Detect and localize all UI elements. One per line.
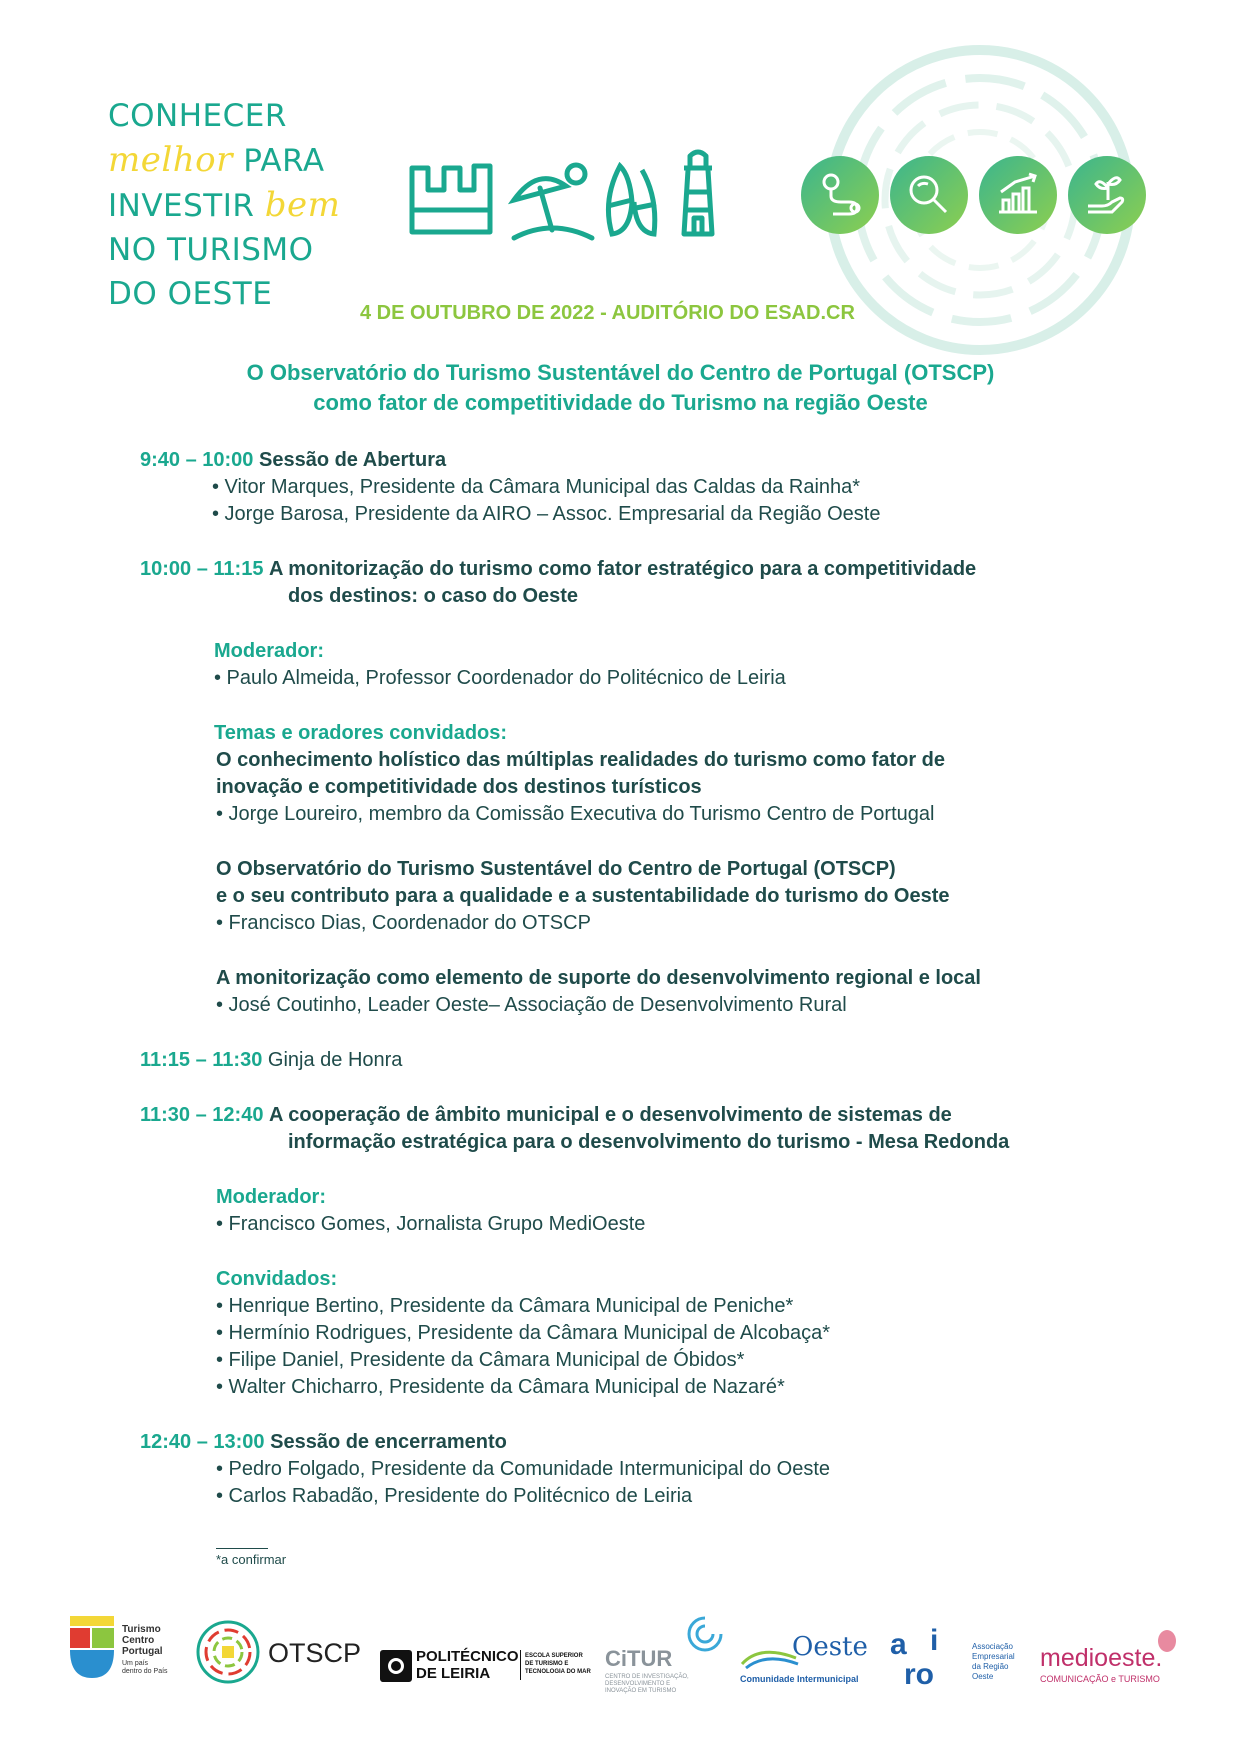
- theme-title: O conhecimento holístico das múltiplas realidades do turismo como fator de: [216, 749, 946, 771]
- guests-label: Convidados:: [216, 1268, 338, 1290]
- footnote-divider: [216, 1548, 268, 1549]
- session-title: Sessão de Abertura: [258, 449, 447, 471]
- speaker-item: • Francisco Gomes, Jornalista Grupo MediOeste: [216, 1213, 646, 1235]
- surfboards-icon: [600, 162, 662, 238]
- speaker-item: • Jorge Barosa, Presidente da AIRO – Assoc. Empresarial da Região Oeste: [212, 503, 881, 525]
- session-round-table: [140, 1102, 952, 1129]
- moderator-label: Moderador:: [216, 1186, 326, 1208]
- title-line-5: DO OESTE: [108, 276, 273, 312]
- speaker-item: • Francisco Dias, Coordenador do OTSCP: [216, 912, 591, 934]
- theme-title: A monitorização como elemento de suporte do desenvolvimento regional e local: [216, 967, 981, 989]
- citur-swirl-icon: [683, 1612, 727, 1656]
- theme-title: O Observatório do Turismo Sustentável do Centro de Portugal (OTSCP): [216, 858, 896, 880]
- themes-label: Temas e oradores convidados:: [214, 722, 508, 744]
- speaker-item: • José Coutinho, Leader Oeste– Associação de Desenvolvimento Rural: [216, 994, 847, 1016]
- session-time: 11:30 – 12:40: [140, 1104, 264, 1126]
- footnote: *a confirmar: [216, 1552, 287, 1567]
- session-opening: [140, 447, 446, 474]
- session-time: 10:00 – 11:15: [140, 558, 264, 580]
- theme-title: e o seu contributo para a qualidade e a sustentabilidade do turismo do Oeste: [216, 885, 950, 907]
- session-title: A monitorização do turismo como fator estratégico para a competitividade: [269, 558, 977, 580]
- beach-umbrella-icon: [508, 160, 596, 244]
- lighthouse-icon: [676, 148, 720, 238]
- guest-item: • Hermínio Rodrigues, Presidente da Câmara Municipal de Alcobaça*: [216, 1322, 830, 1344]
- title-line-2: melhor PARA: [108, 140, 325, 180]
- otscp-logo: OTSCP: [194, 1618, 354, 1690]
- session-title: Sessão de encerramento: [270, 1431, 507, 1453]
- airo-logo: a i ro Associação Empresarial da Região Oeste: [890, 1624, 1015, 1691]
- session-time: 11:15 – 11:30: [140, 1049, 263, 1071]
- route-icon: [801, 156, 879, 234]
- speaker-item: • Carlos Rabadão, Presidente do Politécnico de Leiria: [216, 1485, 693, 1507]
- theme-title: inovação e competitividade dos destinos turísticos: [216, 776, 702, 798]
- title-line-3: INVESTIR bem: [108, 185, 341, 225]
- speaker-item: • Paulo Almeida, Professor Coordenador do Politécnico de Leiria: [214, 667, 786, 689]
- event-date-venue: 4 DE OUTUBRO DE 2022 - AUDITÓRIO DO ESAD.CR: [360, 302, 855, 324]
- speaker-item: • Jorge Loureiro, membro da Comissão Executiva do Turismo Centro de Portugal: [216, 803, 935, 825]
- session-title: Ginja de Honra: [267, 1049, 403, 1071]
- speaker-item: • Pedro Folgado, Presidente da Comunidade Intermunicipal do Oeste: [216, 1458, 831, 1480]
- citur-logo: CiTUR CENTRO DE INVESTIGAÇÃO, DESENVOLVIMENTO E INOVAÇÃO EM TURISMO: [605, 1612, 725, 1702]
- politecnico-emblem-icon: [380, 1650, 412, 1682]
- oeste-wave-icon: [740, 1640, 800, 1670]
- speaker-item: • Vitor Marques, Presidente da Câmara Municipal das Caldas da Rainha*: [212, 476, 861, 498]
- search-icon: [890, 156, 968, 234]
- guest-item: • Henrique Bertino, Presidente da Câmara Municipal de Peniche*: [216, 1295, 794, 1317]
- turismo-centro-logo: Turismo Centro Portugal Um país dentro do País: [66, 1612, 176, 1684]
- medioeste-logo: medioeste. COMUNICAÇÃO e TURISMO: [1040, 1630, 1190, 1690]
- moderator-label: Moderador:: [214, 640, 324, 662]
- turismo-centro-emblem-icon: [66, 1612, 118, 1682]
- subtitle-line-2: como fator de competitividade do Turismo na região Oeste: [313, 390, 928, 415]
- oeste-logo: Oeste Comunidade Intermunicipal: [740, 1632, 868, 1684]
- title-line-4: NO TURISMO: [108, 232, 314, 268]
- session-title-cont: dos destinos: o caso do Oeste: [288, 585, 579, 607]
- title-line-1: CONHECER: [108, 98, 287, 134]
- session-title-cont: informação estratégica para o desenvolvimento do turismo - Mesa Redonda: [288, 1131, 1010, 1153]
- event-title: [108, 94, 340, 316]
- politecnico-leiria-logo: POLITÉCNICO DE LEIRIA ESCOLA SUPERIOR DE TURISMO E TECNOLOGIA DO MAR: [380, 1646, 580, 1686]
- session-monitoring: [140, 556, 976, 583]
- session-title: A cooperação de âmbito municipal e o desenvolvimento de sistemas de: [269, 1104, 952, 1126]
- session-closing: [140, 1429, 507, 1456]
- cliffs-icon: [408, 160, 494, 236]
- subtitle-line-1: O Observatório do Turismo Sustentável do Centro de Portugal (OTSCP): [246, 360, 995, 385]
- otscp-emblem-icon: [194, 1618, 262, 1686]
- guest-item: • Filipe Daniel, Presidente da Câmara Municipal de Óbidos*: [216, 1349, 745, 1371]
- session-time: 9:40 – 10:00: [140, 449, 254, 471]
- chart-growth-icon: [979, 156, 1057, 234]
- session-time: 12:40 – 13:00: [140, 1431, 265, 1453]
- guest-item: • Walter Chicharro, Presidente da Câmara Municipal de Nazaré*: [216, 1376, 785, 1398]
- session-ginja: [140, 1047, 402, 1074]
- plant-hand-icon: [1068, 156, 1146, 234]
